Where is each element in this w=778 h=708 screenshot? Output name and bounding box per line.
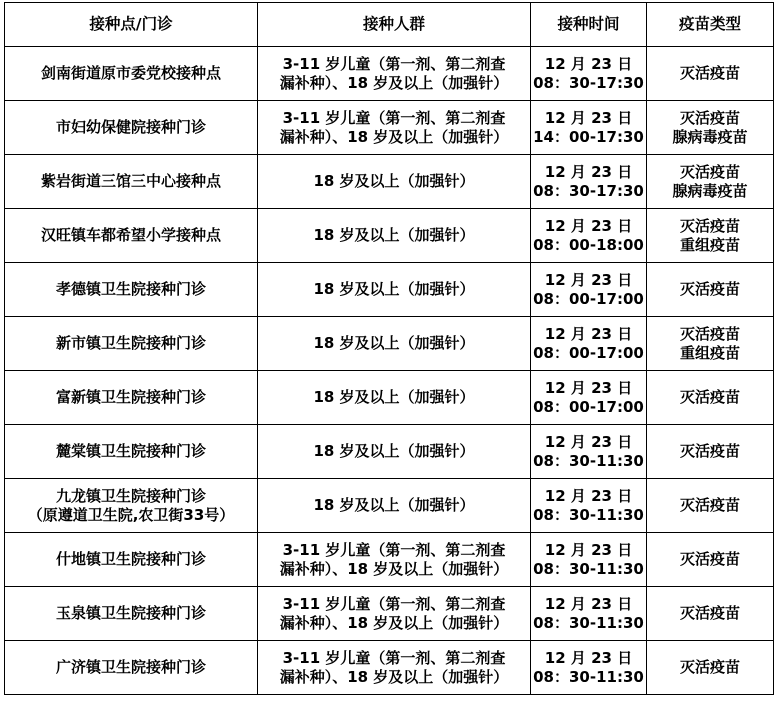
table-row <box>5 587 774 641</box>
cell-group: 18 岁及以上（加强针） <box>258 263 531 317</box>
cell-group: 18 岁及以上（加强针） <box>258 425 531 479</box>
cell-site: 剑南街道原市委党校接种点 <box>5 47 258 101</box>
cell-site: 市妇幼保健院接种门诊 <box>5 101 258 155</box>
cell-group: 18 岁及以上（加强针） <box>258 317 531 371</box>
cell-site: 广济镇卫生院接种门诊 <box>5 641 258 695</box>
cell-group: 3-11 岁儿童（第一剂、第二剂查 漏补种）、18 岁及以上（加强针） <box>258 101 531 155</box>
cell-time: 12 月 23 日 08：30-17:30 <box>531 155 647 209</box>
cell-vaccine: 灭活疫苗 腺病毒疫苗 <box>647 155 774 209</box>
cell-site: 汉旺镇车都希望小学接种点 <box>5 209 258 263</box>
cell-site: 玉泉镇卫生院接种门诊 <box>5 587 258 641</box>
table-row <box>5 317 774 371</box>
cell-time: 12 月 23 日 08：30-11:30 <box>531 533 647 587</box>
table-row <box>5 209 774 263</box>
cell-time: 12 月 23 日 08：00-17:00 <box>531 263 647 317</box>
cell-group: 3-11 岁儿童（第一剂、第二剂查 漏补种）、18 岁及以上（加强针） <box>258 47 531 101</box>
cell-site: 什地镇卫生院接种门诊 <box>5 533 258 587</box>
cell-time: 12 月 23 日 08：30-17:30 <box>531 47 647 101</box>
cell-vaccine: 灭活疫苗 重组疫苗 <box>647 209 774 263</box>
cell-vaccine: 灭活疫苗 腺病毒疫苗 <box>647 101 774 155</box>
table-row <box>5 641 774 695</box>
header-vaccine: 疫苗类型 <box>647 3 774 47</box>
cell-site: 九龙镇卫生院接种门诊 （原遵道卫生院,农卫街33号） <box>5 479 258 533</box>
table-header-row <box>5 3 774 47</box>
cell-group: 3-11 岁儿童（第一剂、第二剂查 漏补种）、18 岁及以上（加强针） <box>258 641 531 695</box>
cell-site: 新市镇卫生院接种门诊 <box>5 317 258 371</box>
cell-time: 12 月 23 日 08：30-11:30 <box>531 425 647 479</box>
cell-vaccine: 灭活疫苗 <box>647 533 774 587</box>
cell-site: 孝德镇卫生院接种门诊 <box>5 263 258 317</box>
cell-group: 18 岁及以上（加强针） <box>258 155 531 209</box>
cell-vaccine: 灭活疫苗 重组疫苗 <box>647 317 774 371</box>
cell-vaccine: 灭活疫苗 <box>647 587 774 641</box>
table-row <box>5 101 774 155</box>
header-time: 接种时间 <box>531 3 647 47</box>
table-row <box>5 479 774 533</box>
vaccination-schedule-table <box>4 2 774 695</box>
cell-site: 富新镇卫生院接种门诊 <box>5 371 258 425</box>
cell-site: 紫岩街道三馆三中心接种点 <box>5 155 258 209</box>
table-row <box>5 533 774 587</box>
cell-vaccine: 灭活疫苗 <box>647 47 774 101</box>
cell-group: 3-11 岁儿童（第一剂、第二剂查 漏补种）、18 岁及以上（加强针） <box>258 533 531 587</box>
cell-group: 18 岁及以上（加强针） <box>258 479 531 533</box>
table-row <box>5 371 774 425</box>
header-group: 接种人群 <box>258 3 531 47</box>
cell-vaccine: 灭活疫苗 <box>647 641 774 695</box>
cell-time: 12 月 23 日 08：00-17:00 <box>531 317 647 371</box>
cell-group: 18 岁及以上（加强针） <box>258 209 531 263</box>
cell-time: 12 月 23 日 08：00-17:00 <box>531 371 647 425</box>
cell-time: 12 月 23 日 08：30-11:30 <box>531 587 647 641</box>
cell-vaccine: 灭活疫苗 <box>647 263 774 317</box>
cell-time: 12 月 23 日 08：30-11:30 <box>531 479 647 533</box>
cell-time: 12 月 23 日 08：30-11:30 <box>531 641 647 695</box>
cell-group: 18 岁及以上（加强针） <box>258 371 531 425</box>
cell-time: 12 月 23 日 14：00-17:30 <box>531 101 647 155</box>
header-site: 接种点/门诊 <box>5 3 258 47</box>
cell-time: 12 月 23 日 08：00-18:00 <box>531 209 647 263</box>
table-row <box>5 155 774 209</box>
cell-group: 3-11 岁儿童（第一剂、第二剂查 漏补种）、18 岁及以上（加强针） <box>258 587 531 641</box>
cell-vaccine: 灭活疫苗 <box>647 371 774 425</box>
cell-vaccine: 灭活疫苗 <box>647 425 774 479</box>
cell-vaccine: 灭活疫苗 <box>647 479 774 533</box>
cell-site: 麓棠镇卫生院接种门诊 <box>5 425 258 479</box>
table-row <box>5 425 774 479</box>
table-row <box>5 47 774 101</box>
table-row <box>5 263 774 317</box>
